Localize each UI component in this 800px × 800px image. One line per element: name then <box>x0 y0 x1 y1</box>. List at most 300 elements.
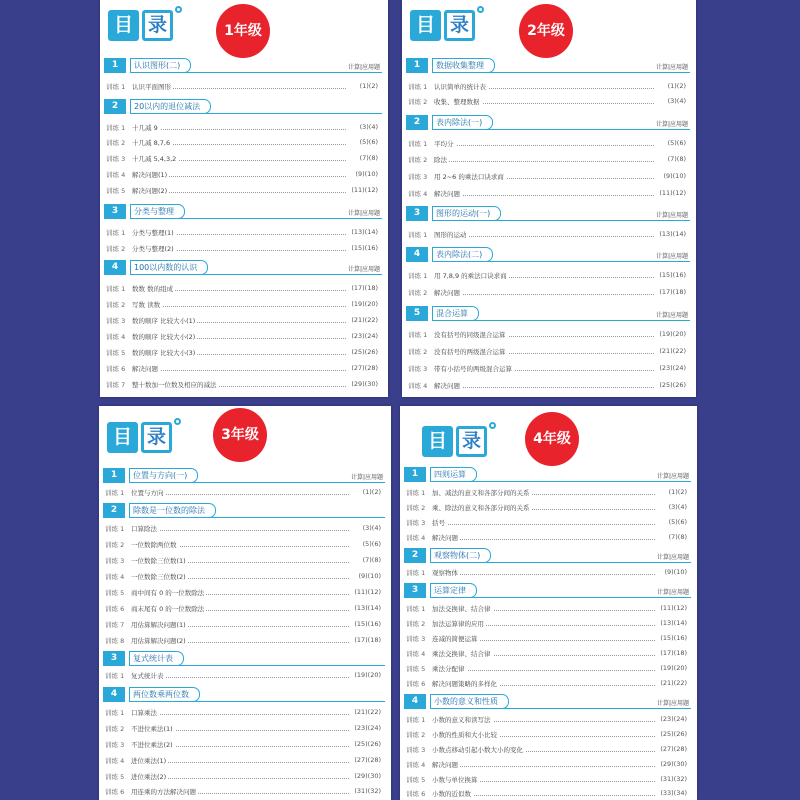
row-label: 训练 7 <box>106 381 126 389</box>
section-header <box>404 467 691 482</box>
toc-row[interactable] <box>106 316 378 326</box>
toc-row[interactable] <box>105 787 381 797</box>
section-header <box>404 548 691 563</box>
row-pages: (7)(8) <box>359 154 378 162</box>
row-label: 训练 3 <box>105 741 125 749</box>
row-title: 用连乘的方法解决问题 <box>131 788 196 796</box>
section-number: 5 <box>406 306 428 321</box>
section-title: 认识图形(二) <box>130 58 191 73</box>
row-title: 加法运算律的应用 <box>432 620 484 628</box>
row-label: 训练 4 <box>406 534 426 542</box>
row-label: 训练 6 <box>406 790 426 798</box>
row-label: 训练 1 <box>105 489 125 497</box>
row-label: 训练 4 <box>408 190 428 198</box>
section-header <box>406 206 690 221</box>
row-pages: (13)(14) <box>354 604 381 612</box>
row-pages: (33)(34) <box>660 789 687 797</box>
row-title: 解决问题(1) <box>132 171 168 179</box>
row-title: 认识平面图形 <box>132 83 171 91</box>
section-number: 1 <box>103 468 125 483</box>
row-pages: (27)(28) <box>660 745 687 753</box>
toc-row[interactable] <box>105 636 381 646</box>
section-tag: 计算|应用题 <box>655 121 688 128</box>
toc-row[interactable] <box>408 347 686 357</box>
row-pages: (21)(22) <box>351 316 378 324</box>
section-number: 2 <box>404 548 426 563</box>
row-pages: (5)(6) <box>668 518 687 526</box>
section-title: 两位数乘两位数 <box>129 687 200 702</box>
row-title: 用 7,8,9 的乘法口诀求商 <box>434 272 507 280</box>
toc-row[interactable] <box>408 97 686 107</box>
row-label: 训练 3 <box>406 746 426 754</box>
row-pages: (31)(32) <box>660 775 687 783</box>
row-pages: (19)(20) <box>660 664 687 672</box>
row-title: 位置与方向 <box>131 489 164 497</box>
section-number: 4 <box>406 247 428 262</box>
row-title: 括号 <box>432 519 445 527</box>
row-title: 解决问题 <box>434 190 460 198</box>
toc-panel-grade-2 <box>402 0 696 397</box>
section-title: 复式统计表 <box>129 651 184 666</box>
section-tag: 计算|应用题 <box>347 266 380 273</box>
row-title: 小数点移动引起小数大小的变化 <box>432 746 523 754</box>
row-label: 训练 1 <box>406 605 426 613</box>
section-header <box>406 58 690 73</box>
row-title: 乘法交换律、结合律 <box>432 650 491 658</box>
row-title: 加法交换律、结合律 <box>432 605 491 613</box>
row-label: 训练 6 <box>105 605 125 613</box>
section-header <box>104 99 382 114</box>
section-tag: 计算|应用题 <box>656 700 689 707</box>
row-label: 训练 6 <box>106 365 126 373</box>
toc-row[interactable] <box>406 760 687 770</box>
row-title: 十几减 9 <box>132 124 158 132</box>
row-label: 训练 1 <box>105 525 125 533</box>
row-pages: (7)(8) <box>362 556 381 564</box>
section-tag: 计算|应用题 <box>655 64 688 71</box>
toc-row[interactable] <box>106 364 378 374</box>
toc-row[interactable] <box>105 524 381 534</box>
section-header <box>104 260 382 275</box>
section-title: 四则运算 <box>430 467 477 482</box>
section-number: 2 <box>104 99 126 114</box>
row-pages: (25)(26) <box>351 348 378 356</box>
toc-row[interactable] <box>406 503 687 513</box>
row-title: 解决问题(2) <box>132 187 168 195</box>
row-title: 解决问题 <box>434 382 460 390</box>
toc-row[interactable] <box>408 364 686 374</box>
toc-row[interactable] <box>406 789 687 799</box>
row-title: 写数 读数 <box>132 301 161 309</box>
section-header <box>103 651 385 666</box>
logo-char-2: 录 <box>141 422 172 453</box>
section-header <box>103 468 385 483</box>
row-pages: (15)(16) <box>351 244 378 252</box>
row-title: 一位数除三位数(2) <box>131 573 186 581</box>
row-pages: (1)(2) <box>668 488 687 496</box>
row-title: 用估算解决问题(1) <box>131 621 186 629</box>
row-label: 训练 4 <box>406 761 426 769</box>
row-label: 训练 3 <box>105 557 125 565</box>
row-pages: (21)(22) <box>659 347 686 355</box>
row-label: 训练 5 <box>105 589 125 597</box>
row-title: 平均分 <box>434 140 454 148</box>
row-pages: (23)(24) <box>354 724 381 732</box>
row-pages: (1)(2) <box>362 488 381 496</box>
logo-dot-icon <box>175 6 182 13</box>
row-pages: (19)(20) <box>351 300 378 308</box>
toc-row[interactable] <box>406 730 687 740</box>
toc-row[interactable] <box>408 155 686 165</box>
section-tag: 计算|应用题 <box>655 253 688 260</box>
section-title: 图形的运动(一) <box>432 206 501 221</box>
row-pages: (11)(12) <box>659 189 686 197</box>
logo-char-2: 录 <box>142 10 173 41</box>
toc-row[interactable] <box>408 271 686 281</box>
section-header <box>406 306 690 321</box>
row-pages: (3)(4) <box>359 123 378 131</box>
row-title: 进位乘法(1) <box>131 757 167 765</box>
row-title: 收集、整理数据 <box>434 98 480 106</box>
toc-row[interactable] <box>106 284 378 294</box>
row-label: 训练 1 <box>408 140 428 148</box>
row-pages: (5)(6) <box>667 139 686 147</box>
row-title: 解决问题 <box>432 761 458 769</box>
row-label: 训练 1 <box>106 124 126 132</box>
section-title: 100以内数的认识 <box>130 260 208 275</box>
row-pages: (27)(28) <box>354 756 381 764</box>
row-pages: (29)(30) <box>660 760 687 768</box>
section-number: 3 <box>406 206 428 221</box>
row-pages: (27)(28) <box>351 364 378 372</box>
row-pages: (11)(12) <box>354 588 381 596</box>
toc-row[interactable] <box>406 604 687 614</box>
toc-row[interactable] <box>106 170 378 180</box>
row-pages: (19)(20) <box>659 330 686 338</box>
toc-row[interactable] <box>406 568 687 578</box>
section-tag: 计算|应用题 <box>656 473 689 480</box>
row-pages: (31)(32) <box>354 787 381 795</box>
row-title: 不进位乘法(1) <box>131 725 173 733</box>
logo-dot-icon <box>174 418 181 425</box>
section-header <box>104 58 382 73</box>
row-label: 训练 7 <box>105 621 125 629</box>
toc-row[interactable] <box>105 588 381 598</box>
section-number: 1 <box>104 58 126 73</box>
toc-row[interactable] <box>406 745 687 755</box>
row-title: 商末尾有 0 的一位数除法 <box>131 605 205 613</box>
row-title: 乘法分配律 <box>432 665 465 673</box>
toc-row[interactable] <box>106 154 378 164</box>
row-pages: (29)(30) <box>354 772 381 780</box>
row-label: 训练 4 <box>406 650 426 658</box>
row-pages: (15)(16) <box>660 634 687 642</box>
row-label: 训练 1 <box>105 709 125 717</box>
row-pages: (7)(8) <box>667 155 686 163</box>
section-tag: 计算|应用题 <box>655 212 688 219</box>
row-label: 训练 2 <box>408 348 428 356</box>
toc-row[interactable] <box>105 540 381 550</box>
row-title: 观察物体 <box>432 569 458 577</box>
row-pages: (25)(26) <box>354 740 381 748</box>
section-tag: 计算|应用题 <box>347 210 380 217</box>
row-label: 训练 2 <box>408 98 428 106</box>
row-label: 训练 5 <box>106 349 126 357</box>
row-title: 小数的近似数 <box>432 790 471 798</box>
row-label: 训练 5 <box>406 776 426 784</box>
section-title: 除数是一位数的除法 <box>129 503 216 518</box>
row-title: 除法 <box>434 156 447 164</box>
row-title: 数的顺序 比较大小(2) <box>132 333 196 341</box>
row-label: 训练 6 <box>105 788 125 796</box>
row-pages: (29)(30) <box>351 380 378 388</box>
row-pages: (3)(4) <box>667 97 686 105</box>
row-label: 训练 2 <box>406 731 426 739</box>
row-title: 用估算解决问题(2) <box>131 637 186 645</box>
toc-row[interactable] <box>105 708 381 718</box>
toc-row[interactable] <box>406 715 687 725</box>
row-title: 复式统计表 <box>131 672 164 680</box>
row-title: 加、减法的意义和各部分间的关系 <box>432 489 530 497</box>
grade-badge: 1年级 <box>216 4 270 58</box>
row-pages: (23)(24) <box>660 715 687 723</box>
toc-row[interactable] <box>408 330 686 340</box>
toc-row[interactable] <box>106 244 378 254</box>
row-title: 小数的性质和大小比较 <box>432 731 497 739</box>
row-pages: (3)(4) <box>362 524 381 532</box>
toc-row[interactable] <box>105 488 381 498</box>
row-pages: (13)(14) <box>351 228 378 236</box>
section-header <box>103 503 385 518</box>
toc-row[interactable] <box>106 380 378 390</box>
toc-row[interactable] <box>105 620 381 630</box>
logo-dot-icon <box>489 422 496 429</box>
toc-row[interactable] <box>406 649 687 659</box>
toc-panel-grade-1 <box>100 0 388 397</box>
toc-panel-grade-4 <box>400 406 697 800</box>
toc-panel-grade-3 <box>99 406 391 800</box>
logo-char-1: 目 <box>107 422 138 453</box>
section-header <box>404 694 691 709</box>
toc-row[interactable] <box>106 228 378 238</box>
toc-row[interactable] <box>105 572 381 582</box>
toc-row[interactable] <box>105 740 381 750</box>
row-title: 用 2~6 的乘法口诀求商 <box>434 173 504 181</box>
section-number: 3 <box>103 651 125 666</box>
toc-row[interactable] <box>408 381 686 391</box>
row-label: 训练 1 <box>406 716 426 724</box>
row-pages: (17)(18) <box>354 636 381 644</box>
row-label: 训练 2 <box>406 504 426 512</box>
row-title: 数的顺序 比较大小(1) <box>132 317 196 325</box>
toc-row[interactable] <box>106 300 378 310</box>
row-pages: (9)(10) <box>663 172 686 180</box>
row-label: 训练 2 <box>408 156 428 164</box>
section-number: 3 <box>404 583 426 598</box>
row-label: 训练 2 <box>106 139 126 147</box>
row-pages: (17)(18) <box>660 649 687 657</box>
row-label: 训练 8 <box>105 637 125 645</box>
row-label: 训练 2 <box>408 289 428 297</box>
row-label: 训练 2 <box>106 301 126 309</box>
toc-row[interactable] <box>106 138 378 148</box>
row-pages: (9)(10) <box>358 572 381 580</box>
logo-char-2: 录 <box>444 10 475 41</box>
section-tag: 计算|应用题 <box>347 64 380 71</box>
row-title: 解决问题 <box>132 365 158 373</box>
row-label: 训练 3 <box>406 635 426 643</box>
row-pages: (17)(18) <box>659 288 686 296</box>
row-pages: (1)(2) <box>359 82 378 90</box>
toc-row[interactable] <box>106 123 378 133</box>
grade-badge: 4年级 <box>525 412 579 466</box>
toc-row[interactable] <box>105 756 381 766</box>
section-number: 4 <box>103 687 125 702</box>
row-label: 训练 3 <box>408 365 428 373</box>
toc-row[interactable] <box>105 772 381 782</box>
section-title: 观察物体(二) <box>430 548 491 563</box>
row-title: 不进位乘法(2) <box>131 741 173 749</box>
row-label: 训练 1 <box>106 285 126 293</box>
section-title: 20以内的退位减法 <box>130 99 211 114</box>
row-pages: (9)(10) <box>664 568 687 576</box>
row-label: 训练 2 <box>105 725 125 733</box>
row-label: 训练 4 <box>105 757 125 765</box>
toc-row[interactable] <box>105 671 381 681</box>
section-header <box>103 687 385 702</box>
toc-row[interactable] <box>408 172 686 182</box>
row-pages: (19)(20) <box>354 671 381 679</box>
grade-badge: 2年级 <box>519 4 573 58</box>
toc-row[interactable] <box>106 186 378 196</box>
logo-char-1: 目 <box>422 426 453 457</box>
row-pages: (21)(22) <box>660 679 687 687</box>
section-number: 1 <box>406 58 428 73</box>
toc-row[interactable] <box>105 604 381 614</box>
toc-row[interactable] <box>406 775 687 785</box>
toc-row[interactable] <box>406 488 687 498</box>
toc-row[interactable] <box>106 348 378 358</box>
row-title: 带有小括号的两级混合运算 <box>434 365 512 373</box>
logo-char-1: 目 <box>410 10 441 41</box>
toc-row[interactable] <box>408 82 686 92</box>
section-title: 数据收集整理 <box>432 58 495 73</box>
toc-row[interactable] <box>406 533 687 543</box>
toc-row[interactable] <box>106 82 378 92</box>
section-number: 2 <box>103 503 125 518</box>
toc-row[interactable] <box>106 332 378 342</box>
row-title: 没有括号的同级混合运算 <box>434 331 506 339</box>
logo-char-1: 目 <box>108 10 139 41</box>
row-label: 训练 5 <box>105 773 125 781</box>
row-pages: (15)(16) <box>659 271 686 279</box>
section-header <box>104 204 382 219</box>
row-title: 小数与单位换算 <box>432 776 478 784</box>
row-title: 进位乘法(2) <box>131 773 167 781</box>
toc-row[interactable] <box>408 189 686 199</box>
row-label: 训练 1 <box>408 331 428 339</box>
row-label: 训练 1 <box>408 83 428 91</box>
section-number: 4 <box>404 694 426 709</box>
row-pages: (9)(10) <box>355 170 378 178</box>
row-label: 训练 4 <box>105 573 125 581</box>
row-label: 训练 2 <box>406 620 426 628</box>
row-pages: (13)(14) <box>660 619 687 627</box>
row-title: 口算除法 <box>131 525 157 533</box>
row-title: 没有括号的两级混合运算 <box>434 348 506 356</box>
row-title: 乘、除法的意义和各部分间的关系 <box>432 504 530 512</box>
section-title: 表内除法(一) <box>432 115 493 130</box>
row-title: 商中间有 0 的一位数除法 <box>131 589 205 597</box>
row-title: 十几减 8,7,6 <box>132 139 171 147</box>
toc-row[interactable] <box>406 518 687 528</box>
section-tag: 计算|应用题 <box>656 589 689 596</box>
section-title: 小数的意义和性质 <box>430 694 509 709</box>
row-label: 训练 1 <box>106 83 126 91</box>
row-pages: (15)(16) <box>354 620 381 628</box>
row-label: 训练 3 <box>408 173 428 181</box>
row-label: 训练 2 <box>106 245 126 253</box>
row-title: 口算乘法 <box>131 709 157 717</box>
row-pages: (13)(14) <box>659 230 686 238</box>
section-header <box>406 115 690 130</box>
row-title: 数的顺序 比较大小(3) <box>132 349 196 357</box>
row-label: 训练 4 <box>106 171 126 179</box>
section-title: 表内除法(二) <box>432 247 493 262</box>
toc-row[interactable] <box>408 230 686 240</box>
toc-row[interactable] <box>105 724 381 734</box>
section-title: 运算定律 <box>430 583 477 598</box>
row-pages: (11)(12) <box>351 186 378 194</box>
section-tag: 计算|应用题 <box>655 312 688 319</box>
row-pages: (5)(6) <box>359 138 378 146</box>
row-title: 分类与整理(2) <box>132 245 174 253</box>
row-title: 一位数除三位数(1) <box>131 557 186 565</box>
row-pages: (21)(22) <box>354 708 381 716</box>
grade-badge: 3年级 <box>213 408 267 462</box>
section-number: 1 <box>404 467 426 482</box>
row-title: 数数 数的组成 <box>132 285 174 293</box>
row-title: 解决问题 <box>434 289 460 297</box>
row-pages: (25)(26) <box>659 381 686 389</box>
row-label: 训练 6 <box>406 680 426 688</box>
toc-row[interactable] <box>406 679 687 689</box>
row-label: 训练 1 <box>106 229 126 237</box>
toc-row[interactable] <box>408 288 686 298</box>
row-label: 训练 1 <box>105 672 125 680</box>
row-pages: (5)(6) <box>362 540 381 548</box>
row-pages: (11)(12) <box>660 604 687 612</box>
toc-row[interactable] <box>406 619 687 629</box>
section-tag: 计算|应用题 <box>656 554 689 561</box>
section-title: 位置与方向(一) <box>129 468 198 483</box>
row-title: 连减的简便运算 <box>432 635 478 643</box>
toc-row[interactable] <box>408 139 686 149</box>
toc-row[interactable] <box>406 664 687 674</box>
row-label: 训练 3 <box>106 155 126 163</box>
row-pages: (25)(26) <box>660 730 687 738</box>
section-number: 4 <box>104 260 126 275</box>
row-label: 训练 5 <box>406 665 426 673</box>
toc-row[interactable] <box>406 634 687 644</box>
row-label: 训练 4 <box>106 333 126 341</box>
toc-row[interactable] <box>105 556 381 566</box>
row-label: 训练 3 <box>406 519 426 527</box>
row-title: 整十数加一位数及相应的减法 <box>132 381 217 389</box>
row-label: 训练 1 <box>408 231 428 239</box>
section-title: 混合运算 <box>432 306 479 321</box>
row-pages: (1)(2) <box>667 82 686 90</box>
